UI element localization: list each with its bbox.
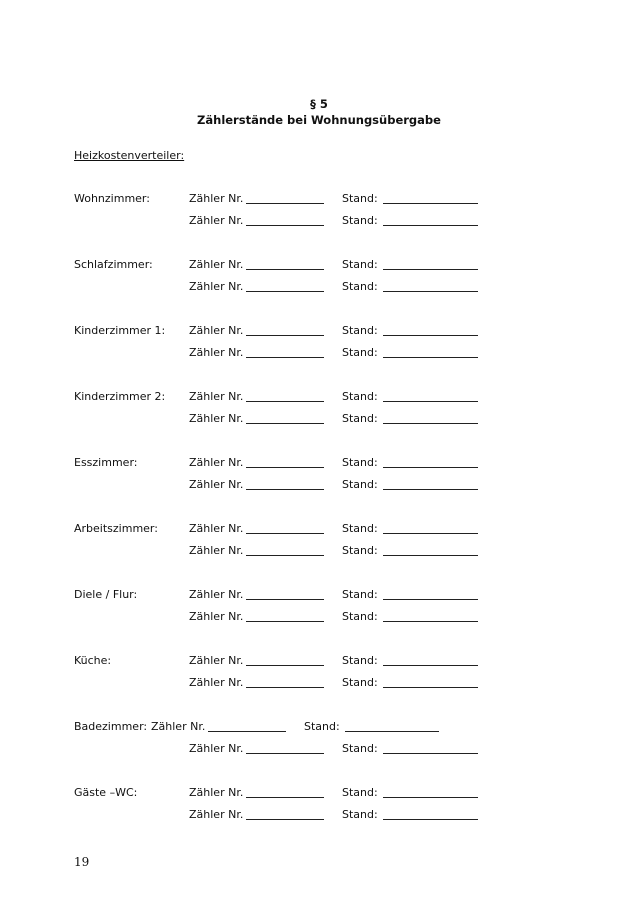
counter-number-field[interactable] <box>246 467 324 468</box>
counter-number-field[interactable] <box>246 203 324 204</box>
counter-label: Zähler Nr. <box>189 522 244 535</box>
reading-value-field[interactable] <box>383 621 478 622</box>
counter-number-field[interactable] <box>246 621 324 622</box>
room-label: Küche: <box>74 654 112 667</box>
reading-value-field[interactable] <box>383 599 478 600</box>
reading-label: Stand: <box>342 786 378 799</box>
reading-label: Stand: <box>342 522 378 535</box>
reading-value-field[interactable] <box>383 687 478 688</box>
counter-number-field[interactable] <box>246 665 324 666</box>
reading-label: Stand: <box>342 346 378 359</box>
reading-label: Stand: <box>342 544 378 557</box>
counter-label: Zähler Nr. <box>189 654 244 667</box>
room-label: Diele / Flur: <box>74 588 138 601</box>
counter-label: Zähler Nr. <box>189 478 244 491</box>
counter-label: Zähler Nr. <box>189 214 244 227</box>
counter-number-field[interactable] <box>246 819 324 820</box>
counter-number-field[interactable] <box>246 753 324 754</box>
reading-label: Stand: <box>342 456 378 469</box>
reading-value-field[interactable] <box>383 357 478 358</box>
reading-label: Stand: <box>342 676 378 689</box>
reading-label: Stand: <box>342 808 378 821</box>
counter-number-field[interactable] <box>246 357 324 358</box>
subheading: Heizkostenverteiler: <box>74 149 185 162</box>
reading-label: Stand: <box>342 390 378 403</box>
reading-value-field[interactable] <box>383 753 478 754</box>
reading-label: Stand: <box>342 324 378 337</box>
counter-label: Zähler Nr. <box>189 258 244 271</box>
counter-number-field[interactable] <box>246 401 324 402</box>
reading-value-field[interactable] <box>383 335 478 336</box>
reading-value-field[interactable] <box>383 291 478 292</box>
reading-label: Stand: <box>342 192 378 205</box>
counter-number-field[interactable] <box>246 797 324 798</box>
reading-value-field[interactable] <box>383 489 478 490</box>
reading-value-field[interactable] <box>383 533 478 534</box>
counter-label: Zähler Nr. <box>189 742 244 755</box>
reading-label: Stand: <box>342 258 378 271</box>
counter-label: Zähler Nr. <box>189 786 244 799</box>
reading-value-field[interactable] <box>345 731 439 732</box>
room-label: Kinderzimmer 2: <box>74 390 166 403</box>
counter-label: Zähler Nr. <box>189 324 244 337</box>
counter-number-field[interactable] <box>246 291 324 292</box>
counter-label: Zähler Nr. <box>189 390 244 403</box>
reading-label: Stand: <box>342 654 378 667</box>
reading-label: Stand: <box>342 412 378 425</box>
room-label: Arbeitszimmer: <box>74 522 158 535</box>
reading-value-field[interactable] <box>383 797 478 798</box>
reading-value-field[interactable] <box>383 269 478 270</box>
reading-value-field[interactable] <box>383 423 478 424</box>
reading-value-field[interactable] <box>383 401 478 402</box>
counter-number-field[interactable] <box>246 687 324 688</box>
room-label: Schlafzimmer: <box>74 258 153 271</box>
page-number: 19 <box>74 855 90 869</box>
counter-label: Zähler Nr. <box>189 412 244 425</box>
room-label: Kinderzimmer 1: <box>74 324 166 337</box>
counter-number-field[interactable] <box>246 335 324 336</box>
counter-label: Zähler Nr. <box>189 346 244 359</box>
counter-number-field[interactable] <box>246 533 324 534</box>
reading-label: Stand: <box>342 478 378 491</box>
reading-label: Stand: <box>304 720 340 733</box>
counter-number-field[interactable] <box>246 423 324 424</box>
counter-number-field[interactable] <box>208 731 286 732</box>
reading-label: Stand: <box>342 214 378 227</box>
room-label: Gäste –WC: <box>74 786 138 799</box>
room-label: Wohnzimmer: <box>74 192 150 205</box>
counter-label: Zähler Nr. <box>189 544 244 557</box>
reading-label: Stand: <box>342 280 378 293</box>
counter-number-field[interactable] <box>246 225 324 226</box>
counter-label: Zähler Nr. <box>151 720 206 733</box>
counter-label: Zähler Nr. <box>189 808 244 821</box>
counter-label: Zähler Nr. <box>189 588 244 601</box>
counter-number-field[interactable] <box>246 489 324 490</box>
counter-label: Zähler Nr. <box>189 456 244 469</box>
reading-label: Stand: <box>342 610 378 623</box>
reading-value-field[interactable] <box>383 467 478 468</box>
reading-label: Stand: <box>342 742 378 755</box>
counter-number-field[interactable] <box>246 555 324 556</box>
section-number: § 5 <box>310 97 328 111</box>
reading-value-field[interactable] <box>383 819 478 820</box>
section-title: Zählerstände bei Wohnungsübergabe <box>197 113 441 127</box>
counter-number-field[interactable] <box>246 269 324 270</box>
room-label: Esszimmer: <box>74 456 138 469</box>
reading-value-field[interactable] <box>383 225 478 226</box>
counter-label: Zähler Nr. <box>189 192 244 205</box>
reading-value-field[interactable] <box>383 203 478 204</box>
reading-value-field[interactable] <box>383 665 478 666</box>
reading-value-field[interactable] <box>383 555 478 556</box>
room-label: Badezimmer: <box>74 720 148 733</box>
reading-label: Stand: <box>342 588 378 601</box>
counter-label: Zähler Nr. <box>189 280 244 293</box>
counter-label: Zähler Nr. <box>189 610 244 623</box>
counter-label: Zähler Nr. <box>189 676 244 689</box>
counter-number-field[interactable] <box>246 599 324 600</box>
